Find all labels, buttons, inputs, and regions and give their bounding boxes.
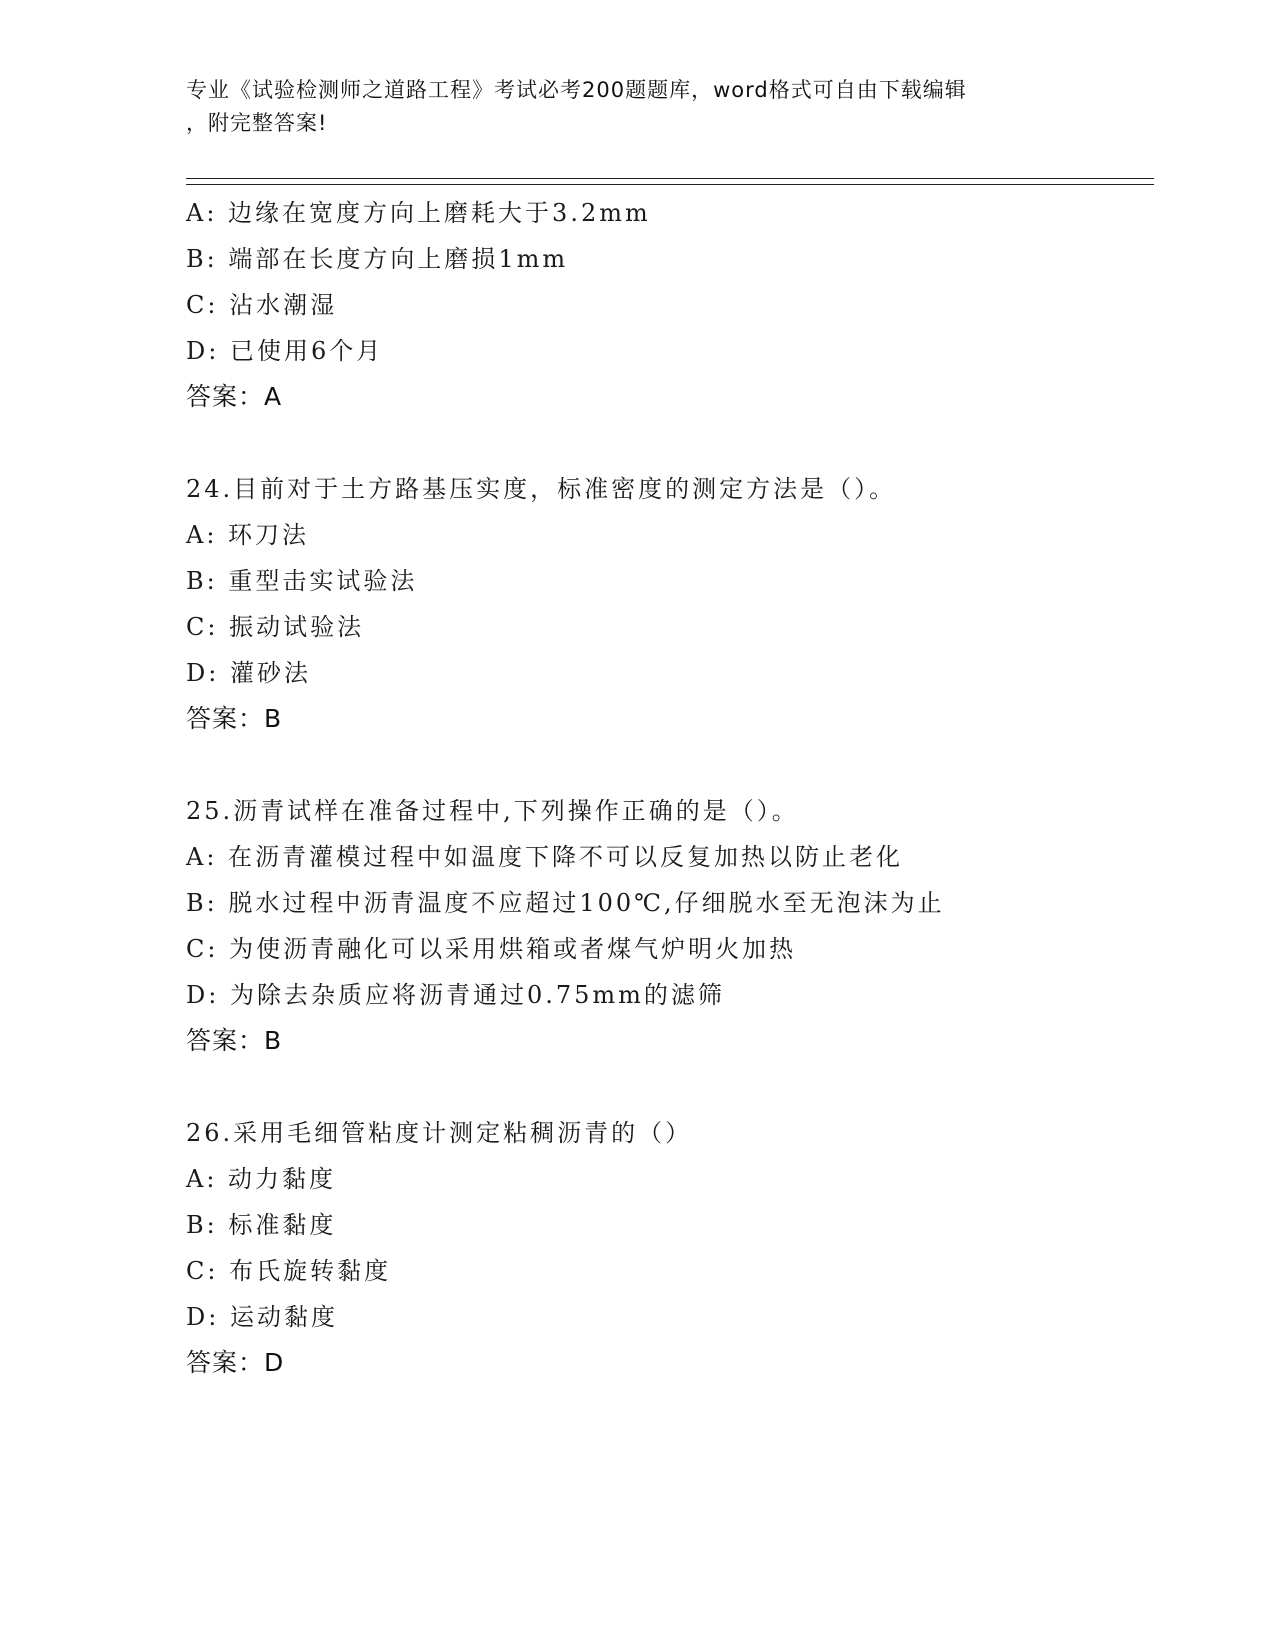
option-a: A: 动力黏度	[186, 1165, 337, 1193]
header-line-1: 专业《试验检测师之道路工程》考试必考200题题库，word格式可自由下载编辑	[186, 78, 967, 102]
option-d: D: 运动黏度	[186, 1303, 338, 1331]
option-d: D: 为除去杂质应将沥青通过0.75mm的滤筛	[186, 981, 725, 1009]
option-a: A: 在沥青灌模过程中如温度下降不可以反复加热以防止老化	[186, 843, 904, 871]
option-a: A: 边缘在宽度方向上磨耗大于3.2mm	[186, 199, 651, 227]
spacer	[186, 420, 1154, 466]
option-d: D: 灌砂法	[186, 659, 311, 687]
option-c: C: 布氏旋转黏度	[186, 1257, 392, 1285]
option-c: C: 为使沥青融化可以采用烘箱或者煤气炉明火加热	[186, 935, 797, 963]
spacer	[186, 1064, 1154, 1110]
question-text: 26.采用毛细管粘度计测定粘稠沥青的（）	[186, 1119, 693, 1147]
header-divider-bottom	[186, 184, 1154, 185]
question-block-23	[186, 190, 1154, 420]
question-list	[186, 190, 1154, 1386]
option-b: B: 脱水过程中沥青温度不应超过100℃,仔细脱水至无泡沫为止	[186, 889, 945, 917]
option-b: B: 标准黏度	[186, 1211, 337, 1239]
option-b: B: 端部在长度方向上磨损1mm	[186, 245, 569, 273]
option-c: C: 振动试验法	[186, 613, 365, 641]
question-block-25	[186, 788, 1154, 1064]
question-text: 25.沥青试样在准备过程中,下列操作正确的是（）。	[186, 797, 799, 825]
question-block-24	[186, 466, 1154, 742]
answer-label: 答案：B	[186, 704, 283, 733]
header-divider-top	[186, 178, 1154, 179]
document-header	[186, 74, 1086, 140]
option-c: C: 沾水潮湿	[186, 291, 338, 319]
spacer	[186, 742, 1154, 788]
question-text: 24.目前对于土方路基压实度，标准密度的测定方法是（）。	[186, 475, 897, 503]
option-d: D: 已使用6个月	[186, 337, 384, 365]
answer-label: 答案：B	[186, 1026, 283, 1055]
option-a: A: 环刀法	[186, 521, 310, 549]
option-b: B: 重型击实试验法	[186, 567, 418, 595]
answer-label: 答案：A	[186, 382, 283, 411]
header-line-2: ，附完整答案!	[186, 111, 328, 135]
answer-label: 答案：D	[186, 1348, 285, 1377]
question-block-26	[186, 1110, 1154, 1386]
